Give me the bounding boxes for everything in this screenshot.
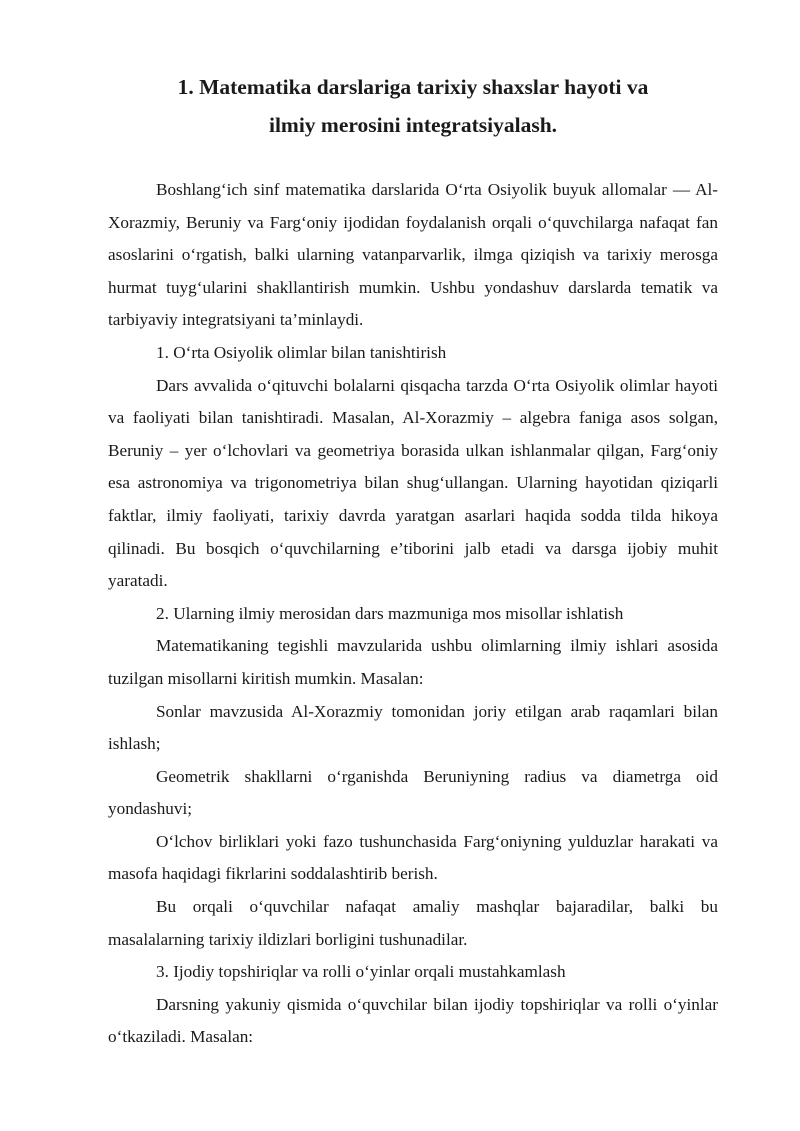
list-item-measurement: O‘lchov birliklari yoki fazo tushunchasida Farg‘oniyning yulduzlar harakati va masofa haqidagi fikrlarini soddalashtirib berish. (108, 831, 718, 884)
title-line-1: 1. Matematika darslariga tarixiy shaxslar hayoti va (177, 75, 649, 99)
document-page (108, 68, 718, 1054)
list-item-numbers: Sonlar mavzusida Al-Xorazmiy tomonidan joriy etilgan arab raqamlari bilan ishlash; (108, 701, 718, 754)
list-item-geometry: Geometrik shakllarni o‘rganishda Beruniyning radius va diametrga oid yondashuvi; (108, 766, 718, 819)
paragraph-section-1: Dars avvalida o‘qituvchi bolalarni qisqacha tarzda O‘rta Osiyolik olimlar hayoti va faoliyati bilan tanishtiradi. Masalan, Al-Xorazmiy – algebra faniga asos solgan, Beruniy – yer o‘lchovlari va geometriya borasida ulkan ishlanmalar qilgan, Farg‘oniy esa astronomiya va trigonometriya bilan shug‘ullangan. Ularning hayotidan qiziqarli faktlar, ilmiy faoliyati, tarixiy davrda yaratgan asarlari haqida sodda tilda hikoya qilinadi. Bu bosqich o‘quvchilarning e’tiborini jalb etadi va darsga ijobiy muhit yaratadi. (108, 375, 718, 591)
paragraph-summary: Bu orqali o‘quvchilar nafaqat amaliy mashqlar bajaradilar, balki bu masalalarning tarixiy ildizlari borligini tushunadilar. (108, 897, 718, 949)
paragraph-section-3: Darsning yakuniy qismida o‘quvchilar bilan ijodiy topshiriqlar va rolli o‘yinlar o‘tkaziladi. Masalan: (108, 994, 718, 1047)
section-heading-3: 3. Ijodiy topshiriqlar va rolli o‘yinlar orqali mustahkamlash (156, 962, 566, 982)
section-heading-2: 2. Ularning ilmiy merosidan dars mazmuniga mos misollar ishlatish (156, 603, 624, 623)
paragraph-intro: Boshlang‘ich sinf matematika darslarida O‘rta Osiyolik buyuk allomalar — Al-Xorazmiy, Beruniy va Farg‘oniy ijodidan foydalanish orqali o‘quvchilarga nafaqat fan asoslarini o‘rgatish, balki ularning vatanparvarlik, ilmga qiziqish va tarixiy merosga hurmat tuyg‘ularini shakllantirish mumkin. Ushbu yondashuv darslarda tematik va tarbiyaviy integratsiyani ta’minlaydi. (108, 180, 718, 330)
section-heading-1: 1. O‘rta Osiyolik olimlar bilan tanishtirish (156, 342, 447, 362)
paragraph-section-2: Matematikaning tegishli mavzularida ushbu olimlarning ilmiy ishlari asosida tuzilgan misollarni kiritish mumkin. Masalan: (108, 636, 718, 688)
page-title (108, 68, 718, 144)
title-line-2: ilmiy merosini integratsiyalash. (268, 113, 558, 137)
